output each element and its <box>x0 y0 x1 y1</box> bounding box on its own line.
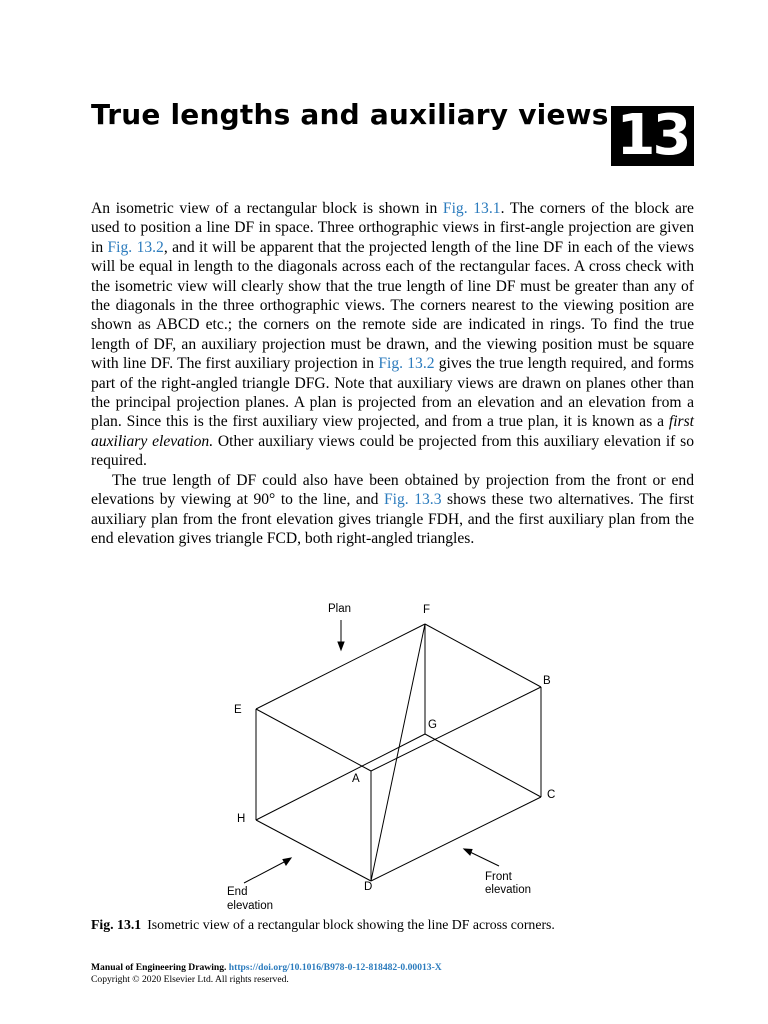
figure-reference-link[interactable]: Fig. 13.2 <box>107 238 164 256</box>
label-a: A <box>352 773 360 785</box>
footer-book-title: Manual of Engineering Drawing. <box>91 962 227 973</box>
page-footer <box>91 962 711 986</box>
text-run: gives the true length required, and forms part of the right-angled triangle DFG. Note that auxiliary views are drawn on planes other than the principal projection planes. A plan is projected from an elevation and an elevation from a plan. Since this is the first auxiliary view projected, and from a true plan, it is known as a <box>91 355 695 431</box>
caption-text: Isometric view of a rectangular block showing the line DF across corners. <box>147 917 555 932</box>
figure-caption <box>91 917 711 933</box>
isometric-diagram <box>200 596 580 916</box>
figure-isometric-block <box>200 596 580 916</box>
label-g: G <box>428 719 437 731</box>
text-run: The true length of DF could also have been obtained by projection from the front or end elevations by viewing at 90° to the line, and <box>91 471 694 509</box>
paragraph-2 <box>91 471 694 549</box>
label-d: D <box>364 881 373 893</box>
label-end-line2: elevation <box>227 900 274 912</box>
text-run: shows these two alternatives. The first auxiliary plan from the front elevation gives triangle FDH, and the first auxiliary plan from the end elevation gives triangle FCD, both right-angled triangles. <box>91 491 695 547</box>
text-run: An isometric view of a rectangular block is shown in <box>91 200 443 217</box>
figure-reference-link[interactable]: Fig. 13.1 <box>442 200 501 217</box>
end-elevation-arrow-icon <box>283 858 291 865</box>
line-df <box>371 624 425 881</box>
edge-a-e <box>256 709 371 771</box>
edge-h-d <box>256 820 371 881</box>
label-f: F <box>423 604 431 616</box>
label-front-line2: elevation <box>485 884 532 896</box>
front-elevation-arrow-shaft <box>470 852 499 866</box>
figure-reference-link[interactable]: Fig. 13.3 <box>383 491 442 509</box>
footer-doi-link[interactable]: https://doi.org/10.1016/B978-0-12-818482-0.00013-X <box>228 962 442 973</box>
edge-d-c <box>371 797 541 881</box>
end-elevation-arrow-shaft <box>244 861 286 883</box>
edge-g-c <box>425 734 541 797</box>
text-run: . The corners of the block are used to position a line DF in space. Three orthographic views in first-angle projection are given in <box>91 200 694 256</box>
label-plan: Plan <box>328 603 352 615</box>
paragraph-1 <box>91 199 694 471</box>
body-text <box>91 199 694 548</box>
caption-label: Fig. 13.1 <box>91 917 142 932</box>
label-c: C <box>547 789 556 801</box>
edge-f-b <box>425 624 541 687</box>
footer-copyright: Copyright © 2020 Elsevier Ltd. All rights reserved. <box>91 974 289 985</box>
emphasis-text: first auxiliary elevation. <box>91 413 694 450</box>
label-h: H <box>237 813 246 825</box>
text-run: , and it will be apparent that the projected length of the line DF in each of the views will be equal in length to the diagonals across each of the rectangular faces. A cross check with the isometric view will clearly show that the true length of line DF must be greater than any of the diagonals in the three orthographic views. The corners nearest to the viewing position are shown as ABCD etc.; the corners on the remote side are indicated in rings. To find the true length of DF, an auxiliary projection must be drawn, and the viewing position must be square with line DF. The first auxiliary projection in <box>91 238 695 373</box>
chapter-number-badge: 13 <box>611 106 694 166</box>
label-b: B <box>543 675 551 687</box>
label-e: E <box>234 704 242 716</box>
chapter-title: True lengths and auxiliary views <box>91 98 609 131</box>
front-elevation-arrow-icon <box>464 849 472 855</box>
plan-arrow-icon <box>338 642 344 650</box>
figure-reference-link[interactable]: Fig. 13.2 <box>378 355 435 373</box>
footer-citation <box>91 962 711 974</box>
label-end-line1: End <box>227 886 248 898</box>
text-run: Other auxiliary views could be projected from this auxiliary elevation if so required. <box>91 432 694 470</box>
label-front-line1: Front <box>485 871 512 883</box>
